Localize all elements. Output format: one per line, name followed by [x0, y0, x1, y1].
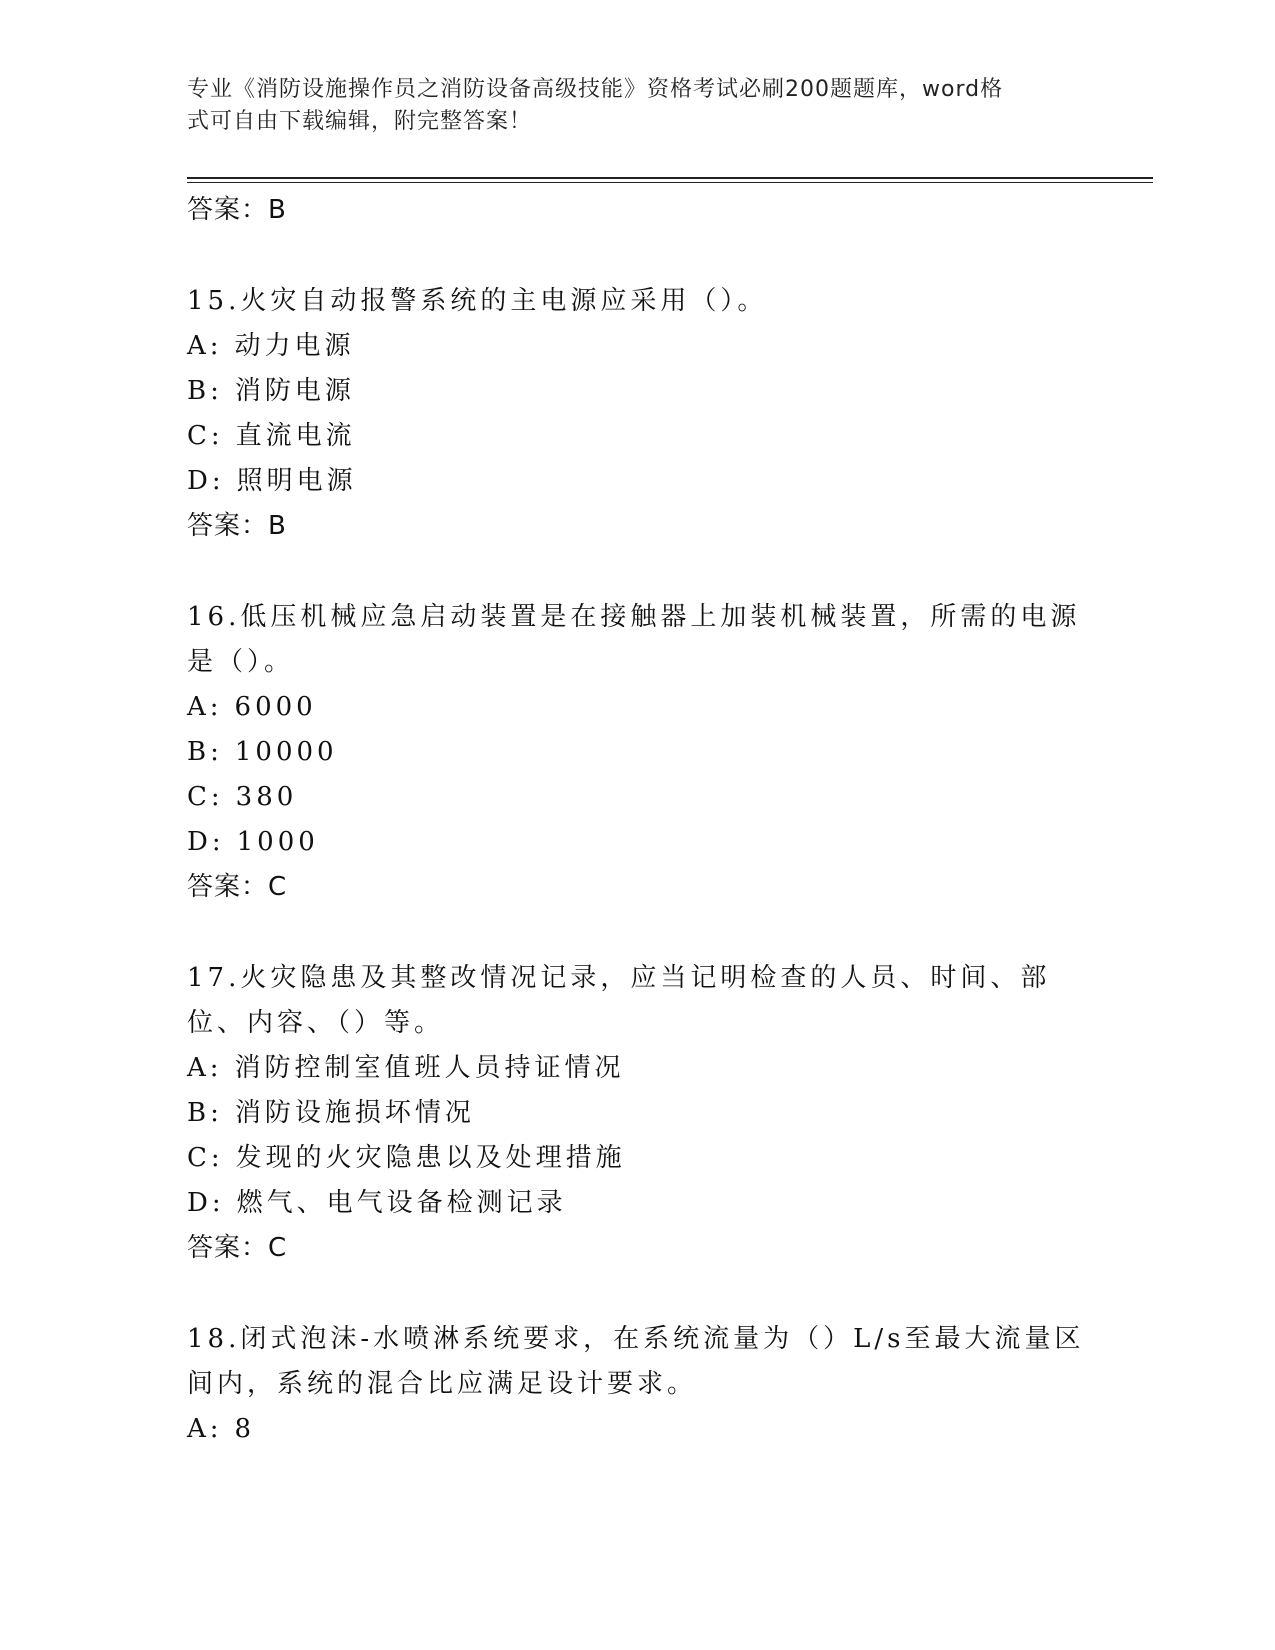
option-b — [187, 730, 1087, 775]
option-a — [187, 1046, 1087, 1091]
option-text: 照明电源 — [236, 466, 357, 496]
option-a — [187, 324, 1087, 369]
answer-line: 答案：C — [187, 1233, 288, 1263]
option-key: A: — [187, 1414, 223, 1444]
question-stem: 18.闭式泡沫-水喷淋系统要求，在系统流量为（）L/s至最大流量区间内，系统的混合比应满足设计要求。 — [187, 1324, 1085, 1399]
option-text: 消防设施损坏情况 — [234, 1098, 475, 1128]
option-key: C: — [187, 782, 224, 812]
question-item — [187, 1317, 1087, 1452]
option-text: 动力电源 — [234, 331, 355, 361]
option-text: 消防控制室值班人员持证情况 — [234, 1053, 625, 1083]
question-stem: 15.火灾自动报警系统的主电源应采用（）。 — [187, 286, 768, 316]
option-c — [187, 414, 1087, 459]
question-stem: 17.火灾隐患及其整改情况记录，应当记明检查的人员、时间、部位、内容、（）等。 — [187, 963, 1051, 1038]
option-c — [187, 1136, 1087, 1181]
option-d — [187, 820, 1087, 865]
option-a — [187, 1407, 1087, 1452]
option-key: D: — [187, 466, 225, 496]
answer-line: 答案：C — [187, 872, 288, 902]
answer-line: 答案：B — [187, 511, 287, 541]
option-text: 燃气、电气设备检测记录 — [236, 1188, 567, 1218]
question-item — [187, 595, 1087, 909]
option-d — [187, 459, 1087, 504]
option-text: 6000 — [234, 692, 317, 722]
question-list — [187, 188, 1087, 1452]
option-text: 消防电源 — [234, 376, 355, 406]
option-a — [187, 685, 1087, 730]
question-item — [187, 956, 1087, 1270]
option-key: C: — [187, 1143, 224, 1173]
option-text: 10000 — [234, 737, 338, 767]
option-c — [187, 775, 1087, 820]
option-key: C: — [187, 421, 224, 451]
option-text: 8 — [234, 1414, 256, 1444]
option-b — [187, 369, 1087, 414]
option-key: A: — [187, 1053, 223, 1083]
option-text: 1000 — [236, 827, 319, 857]
question-stem: 16.低压机械应急启动装置是在接触器上加装机械装置，所需的电源是（）。 — [187, 602, 1081, 677]
header-line-1: 专业《消防设施操作员之消防设备高级技能》资格考试必刷200题题库，word格 — [187, 77, 1004, 102]
option-text: 380 — [235, 782, 298, 812]
option-key: A: — [187, 331, 223, 361]
option-key: D: — [187, 827, 225, 857]
header-divider — [187, 177, 1153, 183]
option-key: A: — [187, 692, 223, 722]
option-text: 直流电流 — [235, 421, 356, 451]
header-line-2: 式可自由下载编辑，附完整答案！ — [187, 109, 533, 134]
answer-line: 答案：B — [187, 195, 287, 225]
option-key: D: — [187, 1188, 225, 1218]
page-header — [187, 74, 1067, 138]
option-key: B: — [187, 1098, 223, 1128]
option-key: B: — [187, 737, 223, 767]
option-d — [187, 1181, 1087, 1226]
option-key: B: — [187, 376, 223, 406]
option-text: 发现的火灾隐患以及处理措施 — [235, 1143, 626, 1173]
question-item — [187, 279, 1087, 548]
option-b — [187, 1091, 1087, 1136]
